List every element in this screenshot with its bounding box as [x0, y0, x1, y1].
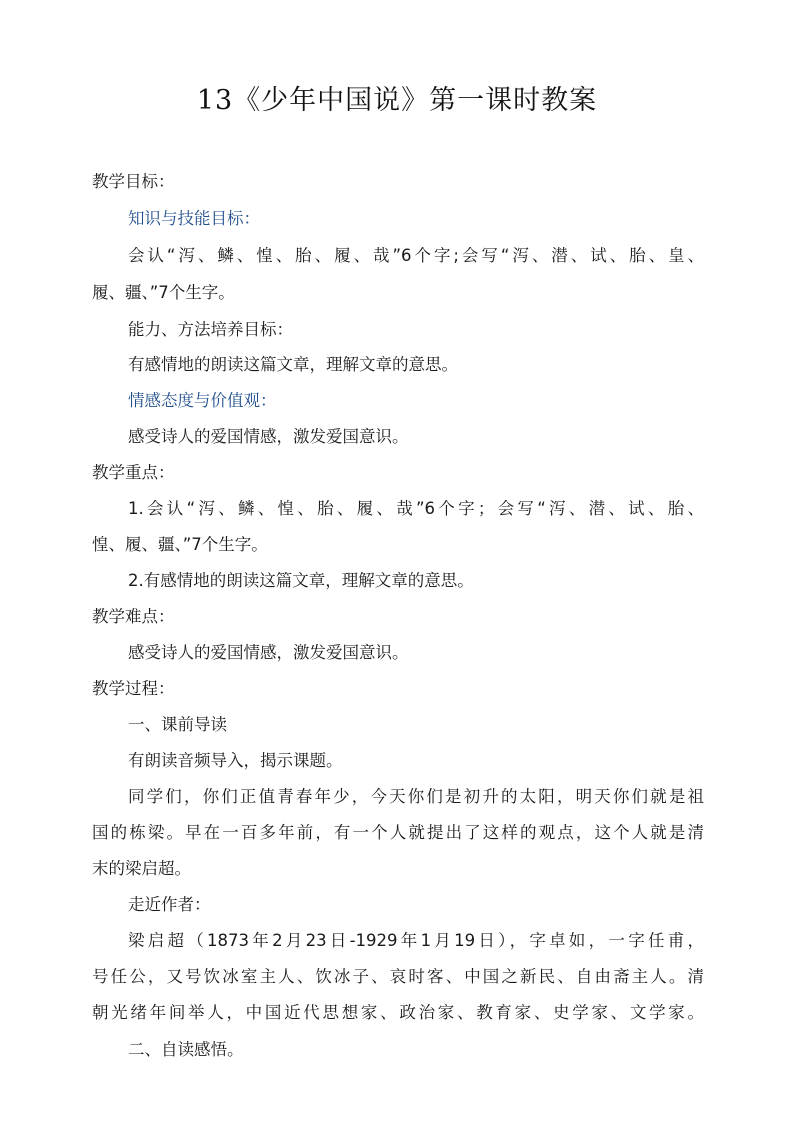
paragraph-line: 同学们，你们正值青春年少，今天你们是初升的太阳，明天你们就是祖: [128, 787, 704, 806]
paragraph-line: 朝光绪年间举人，中国近代思想家、政治家、教育家、史学家、文学家。: [92, 1003, 704, 1022]
paragraph-line: 会认“泻、鳞、惶、胎、履、哉”6个字;会写“泻、潜、试、胎、皇、: [128, 246, 704, 265]
document-title: 13《少年中国说》第一课时教案: [196, 85, 598, 116]
paragraph-line: 国的栋梁。早在一百多年前，有一个人就提出了这样的观点，这个人就是清: [92, 823, 704, 842]
paragraph-line: 履、疆、”7个生字。: [92, 283, 235, 302]
paragraph-line: 2.有感情地的朗读这篇文章，理解文章的意思。: [128, 571, 474, 590]
heading-teaching-process: 教学过程：: [92, 679, 175, 698]
subheading-knowledge-skills: 知识与技能目标：: [128, 209, 260, 228]
section-heading-self-reading: 二、自读感悟。: [128, 1040, 244, 1059]
paragraph-line: 有感情地的朗读这篇文章，理解文章的意思。: [128, 355, 458, 374]
heading-teaching-goals: 教学目标：: [92, 172, 175, 191]
heading-key-points: 教学重点：: [92, 463, 175, 482]
paragraph-line: 有朗读音频导入，揭示课题。: [128, 751, 343, 770]
paragraph-line: 梁启超（1873年2月23日-1929年1月19日），字卓如，一字任甫，: [128, 931, 704, 950]
paragraph-line: 惶、履、疆、”7个生字。: [92, 535, 268, 554]
heading-difficulties: 教学难点：: [92, 607, 175, 626]
paragraph-line: 感受诗人的爱国情感，激发爱国意识。: [128, 427, 409, 446]
paragraph-line: 1.会认“泻、鳞、惶、胎、履、哉”6个字；会写“泻、潜、试、胎、: [128, 499, 704, 518]
paragraph-line: 感受诗人的爱国情感，激发爱国意识。: [128, 643, 409, 662]
subheading-ability-method: 能力、方法培养目标：: [128, 320, 293, 339]
paragraph-line: 号任公，又号饮冰室主人、饮冰子、哀时客、中国之新民、自由斋主人。清: [92, 967, 704, 986]
subheading-about-author: 走近作者：: [128, 895, 211, 914]
paragraph-line: 末的梁启超。: [92, 859, 191, 878]
section-heading-pre-reading: 一、课前导读: [128, 715, 227, 734]
subheading-emotion-values: 情感态度与价值观：: [128, 391, 277, 410]
